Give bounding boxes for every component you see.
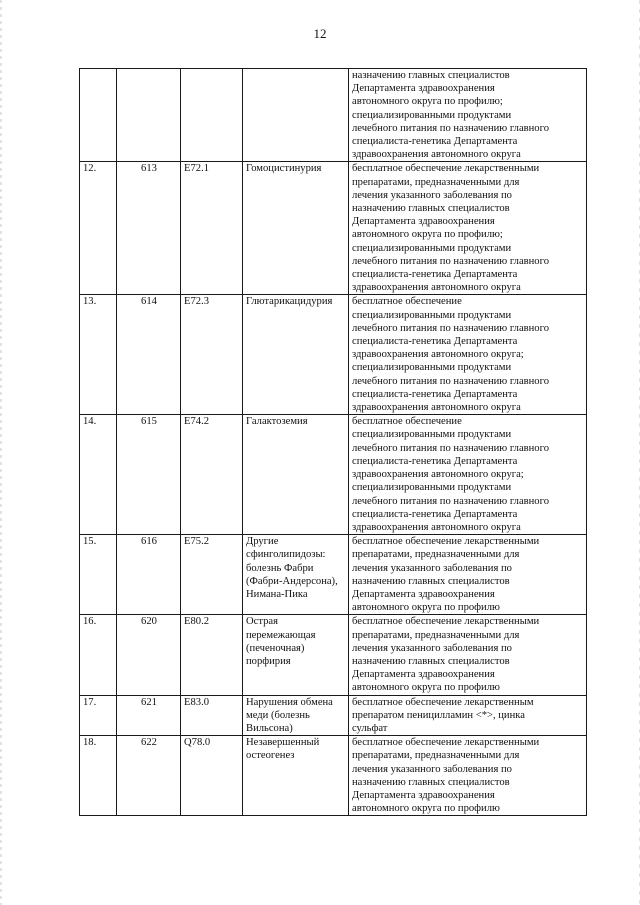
provision-text-line: автономного округа по профилю <box>352 602 500 614</box>
table-row <box>80 615 587 695</box>
table-row <box>80 162 587 295</box>
provision-text-line: назначению главных специалистов <box>352 70 510 81</box>
provision-text-line: препаратами, предназначенными для <box>352 629 520 641</box>
provision-text-line: автономного округа по профилю <box>352 682 500 694</box>
table-row <box>80 295 587 415</box>
provision-text-line: лечебного питания по назначению главного <box>352 255 549 267</box>
row-code: 622 <box>117 736 181 816</box>
disease-name-line: перемежающая <box>246 629 316 641</box>
provision-text-line: автономного округа по профилю <box>352 803 500 815</box>
disease-name-line: Острая <box>246 616 278 628</box>
row-number: 12. <box>80 162 117 295</box>
provision-text-line: здравоохранения автономного округа; <box>352 469 524 481</box>
row-code: 615 <box>117 415 181 535</box>
row-number: 13. <box>80 295 117 415</box>
disease-name-line: Незавершенный <box>246 737 320 749</box>
provision-text-line: специалиста-генетика Департамента <box>352 388 518 400</box>
provision-text <box>349 535 587 615</box>
provision-text-line: препаратом пеницилламин <*>, цинка <box>352 709 525 721</box>
provision-text-line: назначению главных специалистов <box>352 655 510 667</box>
scan-edge-left <box>0 0 2 905</box>
provision-text-line: специализированными продуктами <box>352 242 512 254</box>
provision-text <box>349 736 587 816</box>
provision-text <box>349 615 587 695</box>
provision-text-line: лечебного питания по назначению главного <box>352 442 549 454</box>
provision-text-line: назначению главных специалистов <box>352 575 510 587</box>
provision-text-line: лечебного питания по назначению главного <box>352 495 549 507</box>
provision-text-line: здравоохранения автономного округа; <box>352 349 524 361</box>
disease-name-line: остеогенез <box>246 750 295 762</box>
table-row <box>80 695 587 736</box>
provision-text-line: лечения указанного заболевания по <box>352 763 512 775</box>
provision-text-line: бесплатное обеспечение лекарственными <box>352 616 540 628</box>
provision-text-line: Департамента здравоохранения <box>352 789 495 801</box>
provision-text-line: бесплатное обеспечение лекарственным <box>352 696 534 708</box>
provision-text-line: специализированными продуктами <box>352 109 512 121</box>
provision-text <box>349 69 587 162</box>
disease-name-line: Нимана-Пика <box>246 588 308 600</box>
disease-name <box>243 736 349 816</box>
provision-text-line: бесплатное обеспечение лекарственными <box>352 536 540 548</box>
table-body <box>80 69 587 816</box>
provision-text-line: здравоохранения автономного округа <box>352 282 521 294</box>
provision-text-line: Департамента здравоохранения <box>352 83 495 95</box>
provision-text-line: лечения указанного заболевания по <box>352 189 512 201</box>
disease-name-line: Галактоземия <box>246 416 308 428</box>
row-code <box>117 69 181 162</box>
provision-text-line: Департамента здравоохранения <box>352 669 495 681</box>
disease-name-line: меди (болезнь <box>246 709 310 721</box>
icd-code: E75.2 <box>181 535 243 615</box>
disease-name-line: (Фабри-Андерсона), <box>246 575 338 587</box>
disease-name <box>243 295 349 415</box>
disease-name-line: Нарушения обмена <box>246 696 333 708</box>
disease-name-line: болезнь Фабри <box>246 562 314 574</box>
provision-text <box>349 695 587 736</box>
icd-code: E72.3 <box>181 295 243 415</box>
disease-name <box>243 162 349 295</box>
provision-text-line: препаратами, предназначенными для <box>352 750 520 762</box>
provision-text-line: специалиста-генетика Департамента <box>352 455 518 467</box>
table-row <box>80 415 587 535</box>
icd-code: Q78.0 <box>181 736 243 816</box>
icd-code: E72.1 <box>181 162 243 295</box>
provision-text <box>349 415 587 535</box>
row-code: 613 <box>117 162 181 295</box>
row-code: 620 <box>117 615 181 695</box>
provision-text-line: лечения указанного заболевания по <box>352 642 512 654</box>
table-row <box>80 736 587 816</box>
row-number <box>80 69 117 162</box>
provision-text-line: автономного округа по профилю; <box>352 229 503 241</box>
row-code: 614 <box>117 295 181 415</box>
provision-text-line: бесплатное обеспечение <box>352 416 462 428</box>
row-number: 18. <box>80 736 117 816</box>
provision-text-line: бесплатное обеспечение лекарственными <box>352 737 540 749</box>
provision-text-line: Департамента здравоохранения <box>352 216 495 228</box>
disease-name <box>243 69 349 162</box>
provision-text-line: лечебного питания по назначению главного <box>352 375 549 387</box>
row-code: 616 <box>117 535 181 615</box>
provision-text-line: специализированными продуктами <box>352 429 512 441</box>
provision-text-line: здравоохранения автономного округа <box>352 521 521 533</box>
disease-name-line: сфинголипидозы: <box>246 549 326 561</box>
provision-text-line: препаратами, предназначенными для <box>352 549 520 561</box>
table-row <box>80 535 587 615</box>
row-number: 16. <box>80 615 117 695</box>
provision-text-line: здравоохранения автономного округа <box>352 149 521 161</box>
disease-name-line: (печеночная) <box>246 642 305 654</box>
provision-text-line: автономного округа по профилю; <box>352 96 503 108</box>
row-code: 621 <box>117 695 181 736</box>
provision-text-line: здравоохранения автономного округа <box>352 402 521 414</box>
provision-text-line: специализированными продуктами <box>352 362 512 374</box>
disease-name <box>243 535 349 615</box>
provision-text-line: специализированными продуктами <box>352 482 512 494</box>
provision-text-line: специалиста-генетика Департамента <box>352 508 518 520</box>
provision-text-line: лечения указанного заболевания по <box>352 562 512 574</box>
provision-text-line: бесплатное обеспечение лекарственными <box>352 163 540 175</box>
icd-code: E74.2 <box>181 415 243 535</box>
disease-name-line: Гомоцистинурия <box>246 163 322 175</box>
provision-text-line: специалиста-генетика Департамента <box>352 336 518 348</box>
disease-name-line: Другие <box>246 536 279 548</box>
icd-code: E83.0 <box>181 695 243 736</box>
provision-text <box>349 162 587 295</box>
disease-name <box>243 615 349 695</box>
provision-text-line: назначению главных специалистов <box>352 203 510 215</box>
provision-text-line: бесплатное обеспечение <box>352 296 462 308</box>
provision-text-line: специалиста-генетика Департамента <box>352 269 518 281</box>
provision-text-line: Департамента здравоохранения <box>352 588 495 600</box>
provision-text-line: специалиста-генетика Департамента <box>352 136 518 148</box>
disease-name-line: Вильсона) <box>246 722 293 734</box>
disease-name-line: Глютарикацидурия <box>246 296 333 308</box>
row-number: 17. <box>80 695 117 736</box>
provision-text-line: лечебного питания по назначению главного <box>352 122 549 134</box>
disease-table <box>79 68 587 816</box>
provision-text-line: специализированными продуктами <box>352 309 512 321</box>
provision-text-line: препаратами, предназначенными для <box>352 176 520 188</box>
provision-text-line: сульфат <box>352 722 388 734</box>
disease-name <box>243 695 349 736</box>
provision-text-line: назначению главных специалистов <box>352 776 510 788</box>
provision-text-line: лечебного питания по назначению главного <box>352 322 549 334</box>
table-row <box>80 69 587 162</box>
icd-code <box>181 69 243 162</box>
page-number: 12 <box>313 26 327 41</box>
disease-name <box>243 415 349 535</box>
disease-name-line: порфирия <box>246 655 291 667</box>
row-number: 15. <box>80 535 117 615</box>
row-number: 14. <box>80 415 117 535</box>
icd-code: E80.2 <box>181 615 243 695</box>
provision-text <box>349 295 587 415</box>
